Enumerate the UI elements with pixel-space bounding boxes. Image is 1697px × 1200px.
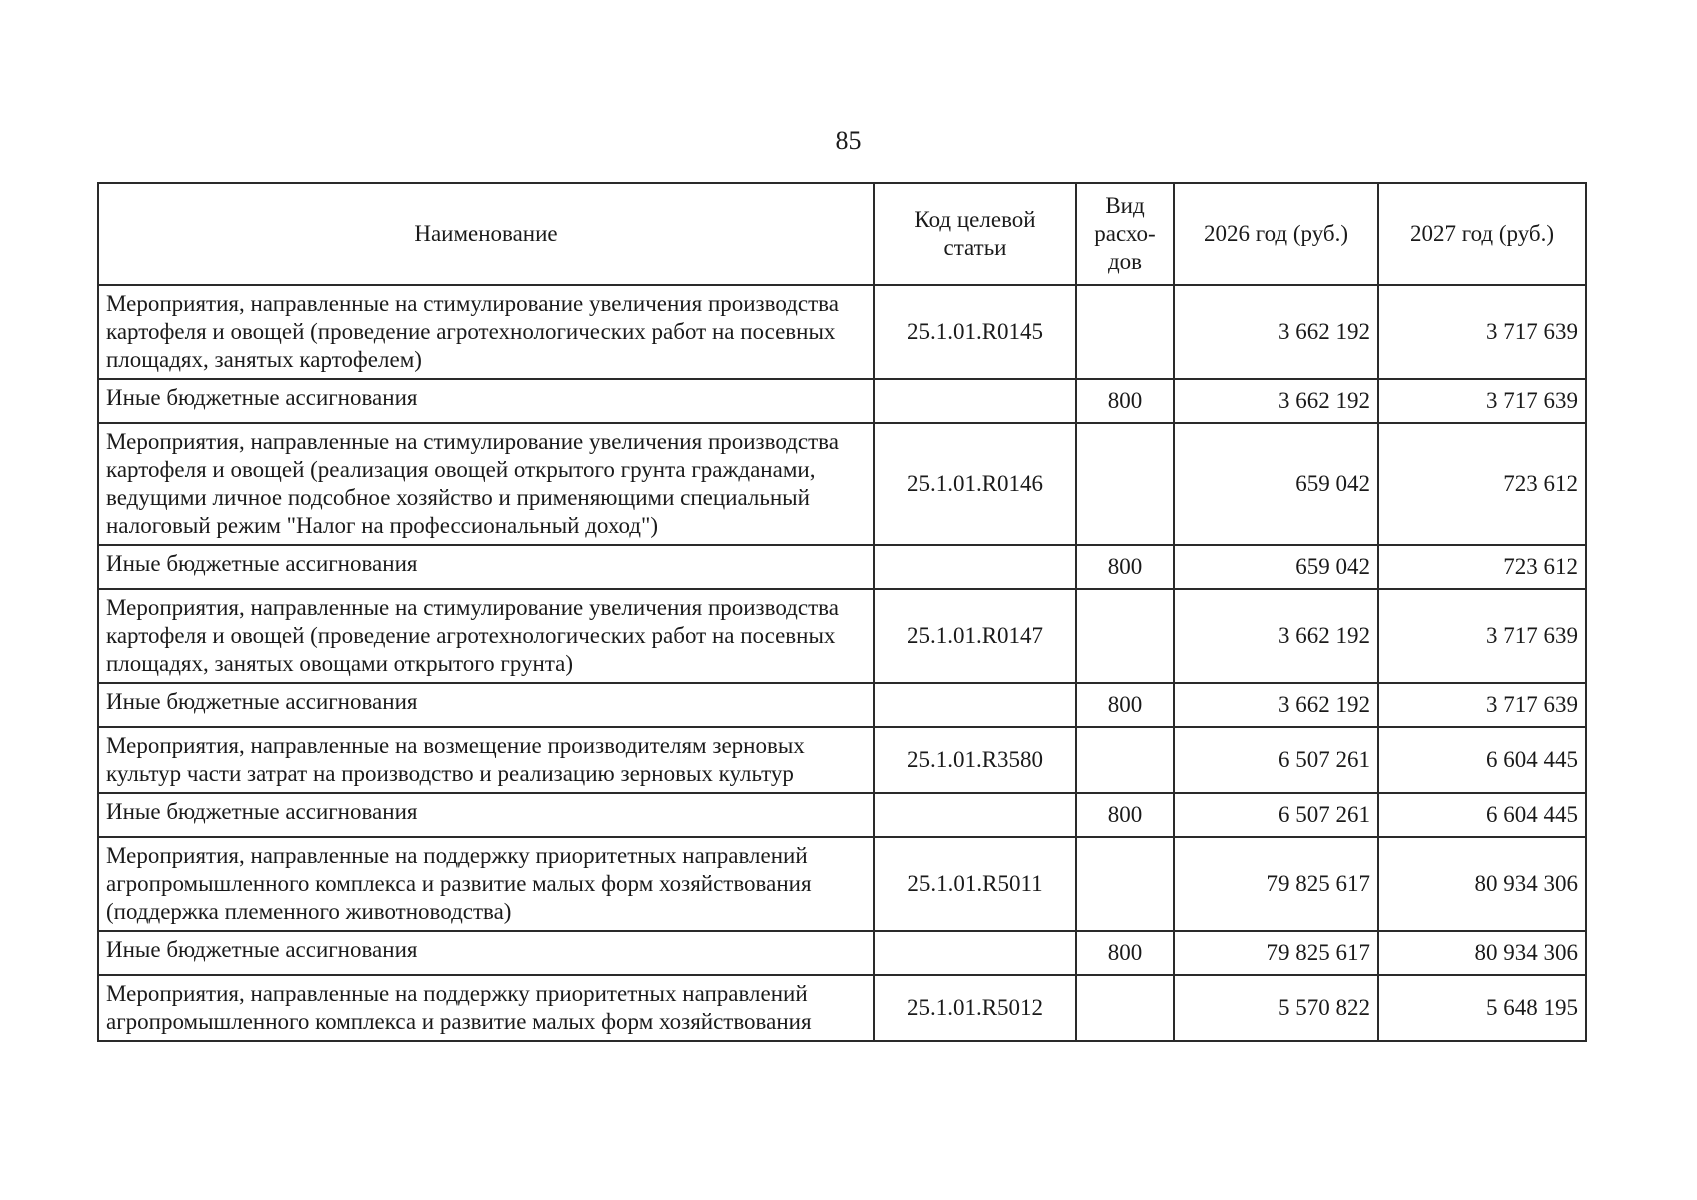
row-code: 25.1.01.R5012 <box>874 975 1076 1041</box>
row-2027: 3 717 639 <box>1378 285 1586 379</box>
row-type: 800 <box>1076 931 1174 975</box>
table-row <box>98 683 1586 727</box>
row-name: Иные бюджетные ассигнования <box>98 545 874 589</box>
row-2026: 79 825 617 <box>1174 837 1378 931</box>
row-2026: 6 507 261 <box>1174 793 1378 837</box>
row-code <box>874 793 1076 837</box>
page-number: 85 <box>835 126 862 155</box>
row-2026: 659 042 <box>1174 545 1378 589</box>
row-2026: 5 570 822 <box>1174 975 1378 1041</box>
row-code <box>874 545 1076 589</box>
table-row <box>98 379 1586 423</box>
table-row <box>98 545 1586 589</box>
row-2026: 659 042 <box>1174 423 1378 545</box>
row-code <box>874 379 1076 423</box>
table-row <box>98 975 1586 1041</box>
row-2027: 3 717 639 <box>1378 683 1586 727</box>
row-code <box>874 683 1076 727</box>
row-2026: 3 662 192 <box>1174 285 1378 379</box>
table-row <box>98 589 1586 683</box>
table-row <box>98 793 1586 837</box>
row-2027: 723 612 <box>1378 423 1586 545</box>
row-2027: 5 648 195 <box>1378 975 1586 1041</box>
row-2027: 723 612 <box>1378 545 1586 589</box>
row-name: Мероприятия, направленные на стимулирование увеличения производства картофеля и овощей (проведение агротехнологических работ на посевных площадях, занятых картофелем) <box>98 285 874 379</box>
row-2026: 3 662 192 <box>1174 379 1378 423</box>
row-type <box>1076 975 1174 1041</box>
row-2027: 3 717 639 <box>1378 589 1586 683</box>
row-type: 800 <box>1076 379 1174 423</box>
table-row <box>98 423 1586 545</box>
row-code <box>874 931 1076 975</box>
table-header-row <box>98 183 1586 285</box>
table-row <box>98 837 1586 931</box>
row-2026: 3 662 192 <box>1174 589 1378 683</box>
row-name: Иные бюджетные ассигнования <box>98 931 874 975</box>
row-type: 800 <box>1076 545 1174 589</box>
row-code: 25.1.01.R0146 <box>874 423 1076 545</box>
row-name: Мероприятия, направленные на поддержку приоритетных направлений агропромышленного комплекса и развитие малых форм хозяйствования <box>98 975 874 1041</box>
row-2026: 79 825 617 <box>1174 931 1378 975</box>
budget-table <box>97 182 1587 1042</box>
row-type <box>1076 589 1174 683</box>
row-code: 25.1.01.R3580 <box>874 727 1076 793</box>
row-name: Мероприятия, направленные на стимулирование увеличения производства картофеля и овощей (реализация овощей открытого грунта гражданами, ведущими личное подсобное хозяйство и применяющими специальный налоговый режим "Налог на профессиональный доход") <box>98 423 874 545</box>
header-type: Вид расхо-дов <box>1076 183 1174 285</box>
header-2026: 2026 год (руб.) <box>1174 183 1378 285</box>
header-code: Код целевой статьи <box>874 183 1076 285</box>
table-row <box>98 285 1586 379</box>
row-name: Мероприятия, направленные на возмещение производителям зерновых культур части затрат на производство и реализацию зерновых культур <box>98 727 874 793</box>
row-name: Мероприятия, направленные на поддержку приоритетных направлений агропромышленного комплекса и развитие малых форм хозяйствования (поддержка племенного животноводства) <box>98 837 874 931</box>
row-2027: 6 604 445 <box>1378 793 1586 837</box>
row-name: Иные бюджетные ассигнования <box>98 793 874 837</box>
row-2026: 6 507 261 <box>1174 727 1378 793</box>
header-name: Наименование <box>98 183 874 285</box>
row-type <box>1076 423 1174 545</box>
row-name: Мероприятия, направленные на стимулирование увеличения производства картофеля и овощей (проведение агротехнологических работ на посевных площадях, занятых овощами открытого грунта) <box>98 589 874 683</box>
row-type: 800 <box>1076 683 1174 727</box>
row-2027: 80 934 306 <box>1378 931 1586 975</box>
row-2027: 3 717 639 <box>1378 379 1586 423</box>
row-2026: 3 662 192 <box>1174 683 1378 727</box>
row-code: 25.1.01.R0145 <box>874 285 1076 379</box>
row-code: 25.1.01.R0147 <box>874 589 1076 683</box>
row-type <box>1076 837 1174 931</box>
row-type <box>1076 285 1174 379</box>
header-2027: 2027 год (руб.) <box>1378 183 1586 285</box>
row-code: 25.1.01.R5011 <box>874 837 1076 931</box>
row-name: Иные бюджетные ассигнования <box>98 379 874 423</box>
row-type <box>1076 727 1174 793</box>
table-row <box>98 727 1586 793</box>
row-name: Иные бюджетные ассигнования <box>98 683 874 727</box>
row-2027: 80 934 306 <box>1378 837 1586 931</box>
row-2027: 6 604 445 <box>1378 727 1586 793</box>
table-row <box>98 931 1586 975</box>
row-type: 800 <box>1076 793 1174 837</box>
